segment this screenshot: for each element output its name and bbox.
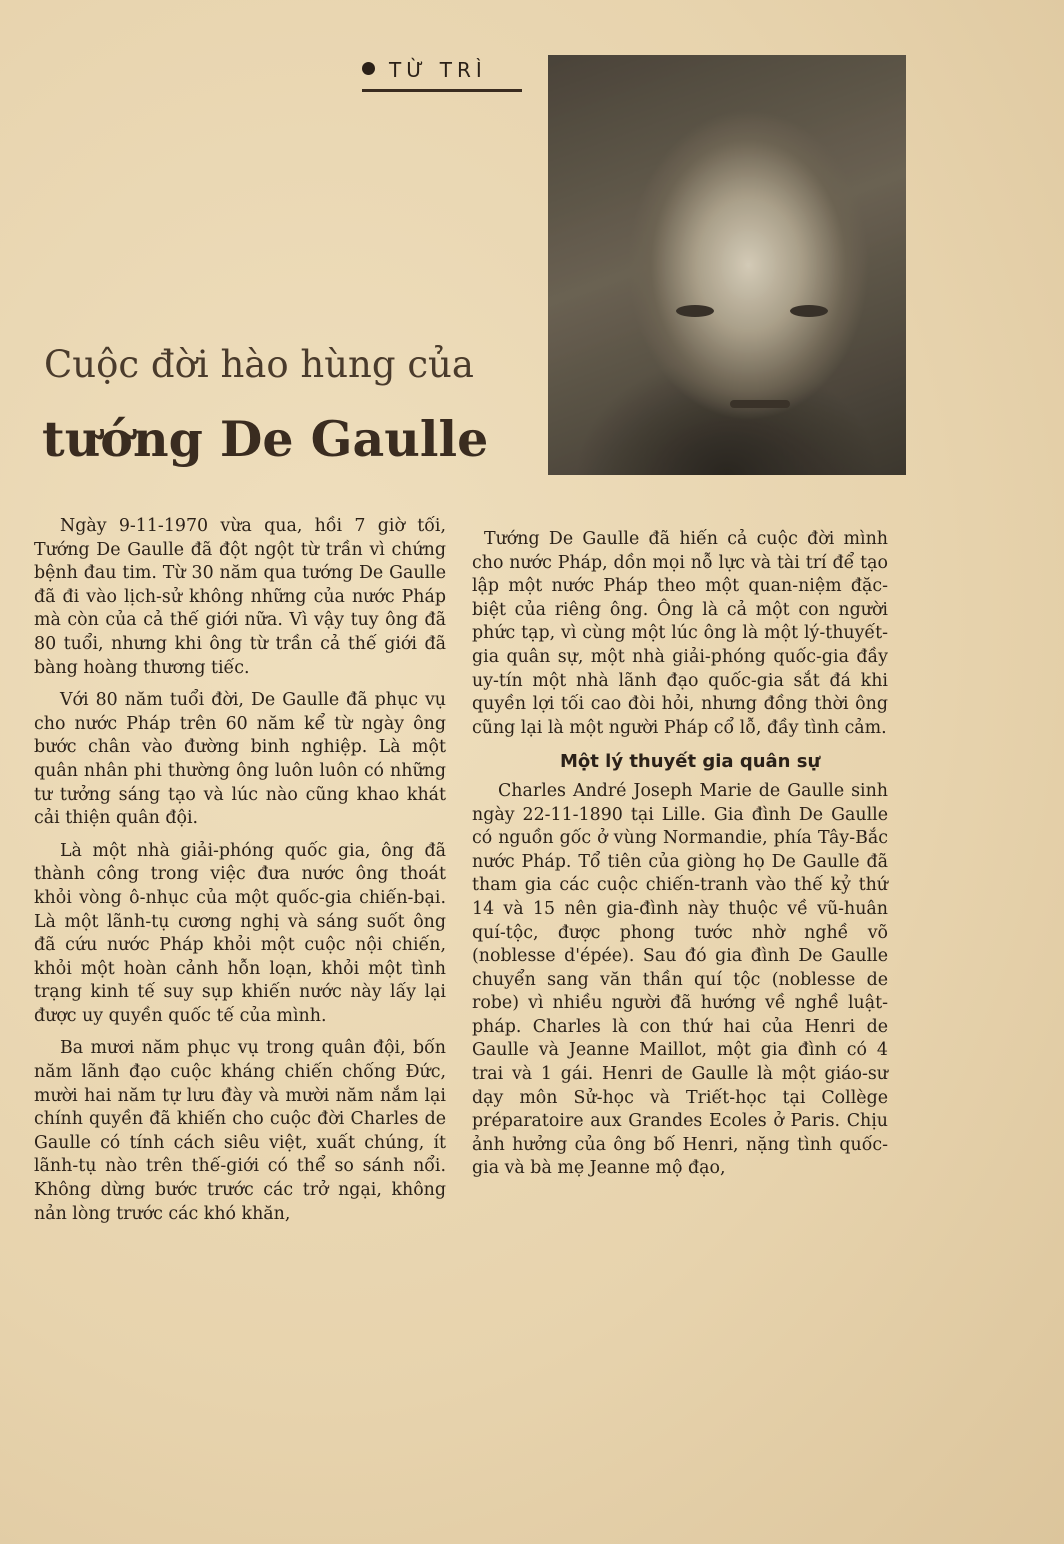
article-column-left (34, 515, 446, 1235)
portrait-photo (548, 55, 906, 475)
photo-eye-left (676, 305, 714, 317)
paragraph: Tướng De Gaulle đã hiến cả cuộc đời mình cho nước Pháp, dồn mọi nỗ lực và tài trí để tạo lập một nước Pháp theo một quan-niệm đặc-biệt của riêng ông. Ông là cả một con người phức tạp, vì cùng một lúc ông là một lý-thuyết-gia quân sự, một nhà giải-phóng quốc-gia đầy uy-tín một nhà lãnh đạo quốc-gia sắt đá khi quyền lợi tối cao đòi hỏi, nhưng đồng thời ông cũng lại là một người Pháp cổ lỗ, đầy tình cảm. (472, 529, 888, 738)
headline-line-2: tướng De Gaulle (42, 410, 489, 468)
author-name: TỪ TRÌ (389, 58, 487, 82)
headline-line-1: Cuộc đời hào hùng của (44, 343, 474, 386)
paragraph: Charles André Joseph Marie de Gaulle sinh ngày 22-11-1890 tại Lille. Gia đình De Gaulle có nguồn gốc ở vùng Normandie, phía Tây-Bắc nước Pháp. Tổ tiên của giòng họ De Gaulle đã tham gia các cuộc chiến-tranh vào thế kỷ thứ 14 và 15 nên gia-đình này thuộc về vũ-huân quí-tộc, được phong tước nhờ nghề võ (noblesse d'épée). Sau đó gia đình De Gaulle chuyển sang văn thần quí tộc (noblesse de robe) vì nhiều người đã hướng về nghề luật-pháp. Charles là con thứ hai của Henri de Gaulle và Jeanne Maillot, một gia đình có 4 trai và 1 gái. Henri de Gaulle là một giáo-sư dạy môn Sử-học và Triết-học tại Collège préparatoire aux Grandes Ecoles ở Paris. Chịu ảnh hưởng của ông bố Henri, nặng tình quốc-gia và bà mẹ Jeanne mộ đạo, (472, 780, 888, 1179)
paragraph: Là một nhà giải-phóng quốc gia, ông đã thành công trong việc đưa nước ông thoát khỏi vòng ô-nhục của một quốc-gia chiến-bại. Là một lãnh-tụ cương nghị và sáng suốt ông đã cứu nước Pháp khỏi một cuộc nội chiến, khỏi một hoàn cảnh hỗn loạn, khỏi một tình trạng kinh tế suy sụp khiến nước này lấy lại được uy quyền quốc tế của mình. (34, 840, 446, 1026)
author-byline (362, 52, 522, 92)
paragraph: Với 80 năm tuổi đời, De Gaulle đã phục vụ cho nước Pháp trên 60 năm kể từ ngày ông bước chân vào đường binh nghiệp. Là một quân nhân phi thường ông luôn luôn có những tư tưởng sáng tạo và lúc nào cũng khao khát cải thiện quân đội. (34, 690, 446, 829)
photo-mouth (730, 400, 790, 408)
bullet-icon (362, 62, 375, 75)
article-column-right (472, 528, 888, 1190)
section-subheading: Một lý thuyết gia quân sự (560, 751, 821, 773)
photo-eye-right (790, 305, 828, 317)
paragraph: Ngày 9-11-1970 vừa qua, hồi 7 giờ tối, Tướng De Gaulle đã đột ngột từ trần vì chứng bệnh đau tim. Từ 30 năm qua tướng De Gaulle đã đi vào lịch-sử không những của nước Pháp mà còn của cả thế giới nữa. Vì vậy tuy ông đã 80 tuổi, nhưng khi ông từ trần cả thế giới đã bàng hoàng thương tiếc. (34, 516, 446, 678)
paragraph: Ba mươi năm phục vụ trong quân đội, bốn năm lãnh đạo cuộc kháng chiến chống Đức, mười hai năm tự lưu đày và mười năm nắm lại chính quyền đã khiến cho cuộc đời Charles de Gaulle có tính cách siêu việt, xuất chúng, ít lãnh-tụ nào trên thế-giới có thể so sánh nổi. Không dừng bước trước các trở ngại, không nản lòng trước các khó khăn, (34, 1038, 446, 1224)
